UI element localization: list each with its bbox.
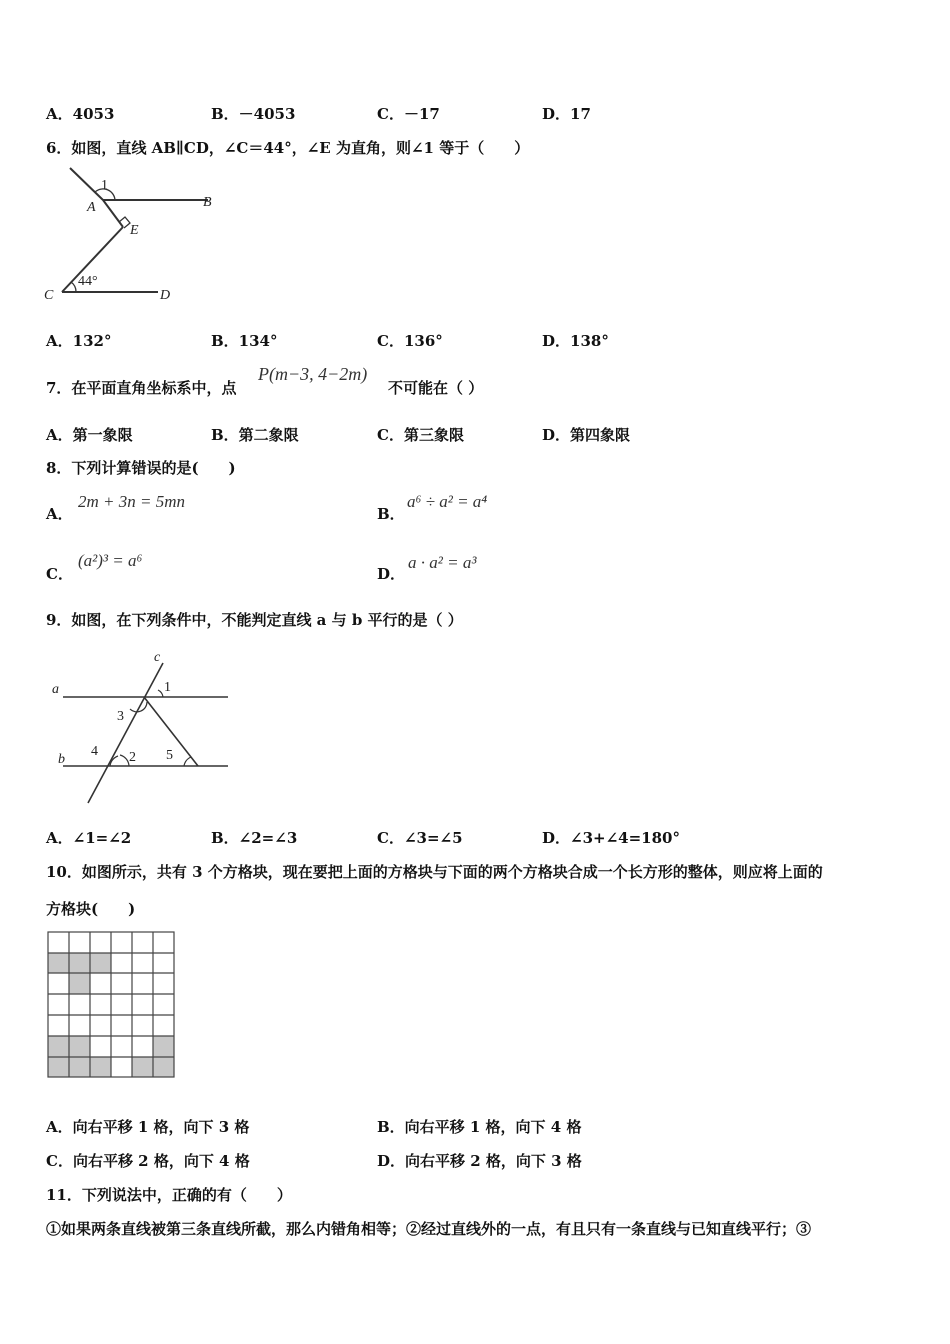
- q9-stem: 9．如图，在下列条件中，不能判定直线 a 与 b 平行的是（ ）: [46, 611, 463, 629]
- q6-label-A: A: [87, 200, 96, 215]
- q9-label-c: c: [154, 650, 161, 665]
- grid-cell-shaded: [48, 953, 69, 973]
- q8-label-b: B．: [377, 505, 405, 523]
- q10-stem-line2: 方格块( ): [46, 900, 136, 918]
- q5-option-b: B．－4053: [211, 105, 296, 123]
- q5-option-a: A．4053: [46, 105, 115, 123]
- grid-cell-shaded: [48, 1036, 69, 1057]
- q8-stem: 8．下列计算错误的是( ): [46, 459, 236, 477]
- grid-cell-shaded: [153, 1057, 174, 1077]
- q7-point-expr: P(m−3, 4−2m): [258, 364, 368, 384]
- q6-figure: [40, 165, 230, 310]
- q10-option-a: A．向右平移 1 格，向下 3 格: [46, 1118, 250, 1136]
- q7-stem-after: 不可能在（ ）: [388, 379, 484, 397]
- grid-cell-shaded: [132, 1057, 153, 1077]
- q5-option-c: C．－17: [377, 105, 440, 123]
- q6-label-B: B: [203, 195, 212, 210]
- q6-option-b: B．134°: [211, 332, 278, 350]
- q8-label-a: A．: [46, 505, 73, 523]
- q10-stem-line1: 10．如图所示，共有 3 个方格块，现在要把上面的方格块与下面的两个方格块合成一个长方形的整体，则应将上面的: [46, 863, 823, 881]
- q10-grid-figure: [47, 931, 177, 1079]
- q6-option-d: D．138°: [542, 332, 609, 350]
- q6-label-angle: 44°: [78, 274, 98, 289]
- q6-option-c: C．136°: [377, 332, 443, 350]
- q8-expr-d: a · a² = a³: [408, 553, 477, 572]
- q9-label-4: 4: [91, 744, 98, 759]
- q6-option-a: A．132°: [46, 332, 112, 350]
- q9-option-d: D．∠3+∠4=180°: [542, 829, 680, 847]
- q8-expr-a: 2m + 3n = 5mn: [78, 492, 185, 511]
- q7-option-d: D．第四象限: [542, 426, 631, 444]
- grid-cell-shaded: [69, 973, 90, 994]
- q7-stem-before: 7．在平面直角坐标系中，点: [46, 379, 237, 397]
- grid-cell-shaded: [69, 953, 90, 973]
- q6-stem: 6．如图，直线 AB∥CD，∠C＝44°，∠E 为直角，则∠1 等于（ ）: [46, 139, 530, 157]
- q6-label-D: D: [160, 288, 171, 303]
- q11-stem: 11．下列说法中，正确的有（ ）: [46, 1186, 292, 1204]
- q9-option-b: B．∠2=∠3: [211, 829, 298, 847]
- q8-expr-b: a⁶ ÷ a² = a⁴: [407, 492, 488, 511]
- q6-label-1: 1: [101, 178, 108, 193]
- q9-label-b: b: [58, 752, 65, 767]
- q8-expr-c: (a²)³ = a⁶: [78, 551, 143, 570]
- q8-label-d: D．: [377, 565, 406, 583]
- q10-option-c: C．向右平移 2 格，向下 4 格: [46, 1152, 250, 1170]
- q9-label-5: 5: [166, 748, 173, 763]
- q5-option-d: D．17: [542, 105, 591, 123]
- q9-label-2: 2: [129, 750, 136, 765]
- q9-label-3: 3: [117, 709, 124, 724]
- q6-label-E: E: [130, 223, 139, 238]
- grid-cell-shaded: [69, 1036, 90, 1057]
- q7-option-a: A．第一象限: [46, 426, 133, 444]
- q7-option-c: C．第三象限: [377, 426, 464, 444]
- q7-option-b: B．第二象限: [211, 426, 299, 444]
- grid-cell-shaded: [153, 1036, 174, 1057]
- q11-statements-line1: ①如果两条直线被第三条直线所截，那么内错角相等；②经过直线外的一点，有且只有一条直线与已知直线平行；③: [46, 1220, 812, 1238]
- q9-option-a: A．∠1=∠2: [46, 829, 132, 847]
- grid-cell-shaded: [90, 1057, 111, 1077]
- grid-cell-shaded: [90, 953, 111, 973]
- q8-label-c: C．: [46, 565, 73, 583]
- grid-cell-shaded: [69, 1057, 90, 1077]
- q10-option-b: B．向右平移 1 格，向下 4 格: [377, 1118, 582, 1136]
- q9-label-a: a: [52, 682, 59, 697]
- grid-cell-shaded: [48, 1057, 69, 1077]
- q6-label-C: C: [44, 288, 54, 303]
- q9-option-c: C．∠3=∠5: [377, 829, 463, 847]
- q9-figure: [48, 645, 238, 810]
- q9-label-1: 1: [164, 680, 171, 695]
- q10-option-d: D．向右平移 2 格，向下 3 格: [377, 1152, 582, 1170]
